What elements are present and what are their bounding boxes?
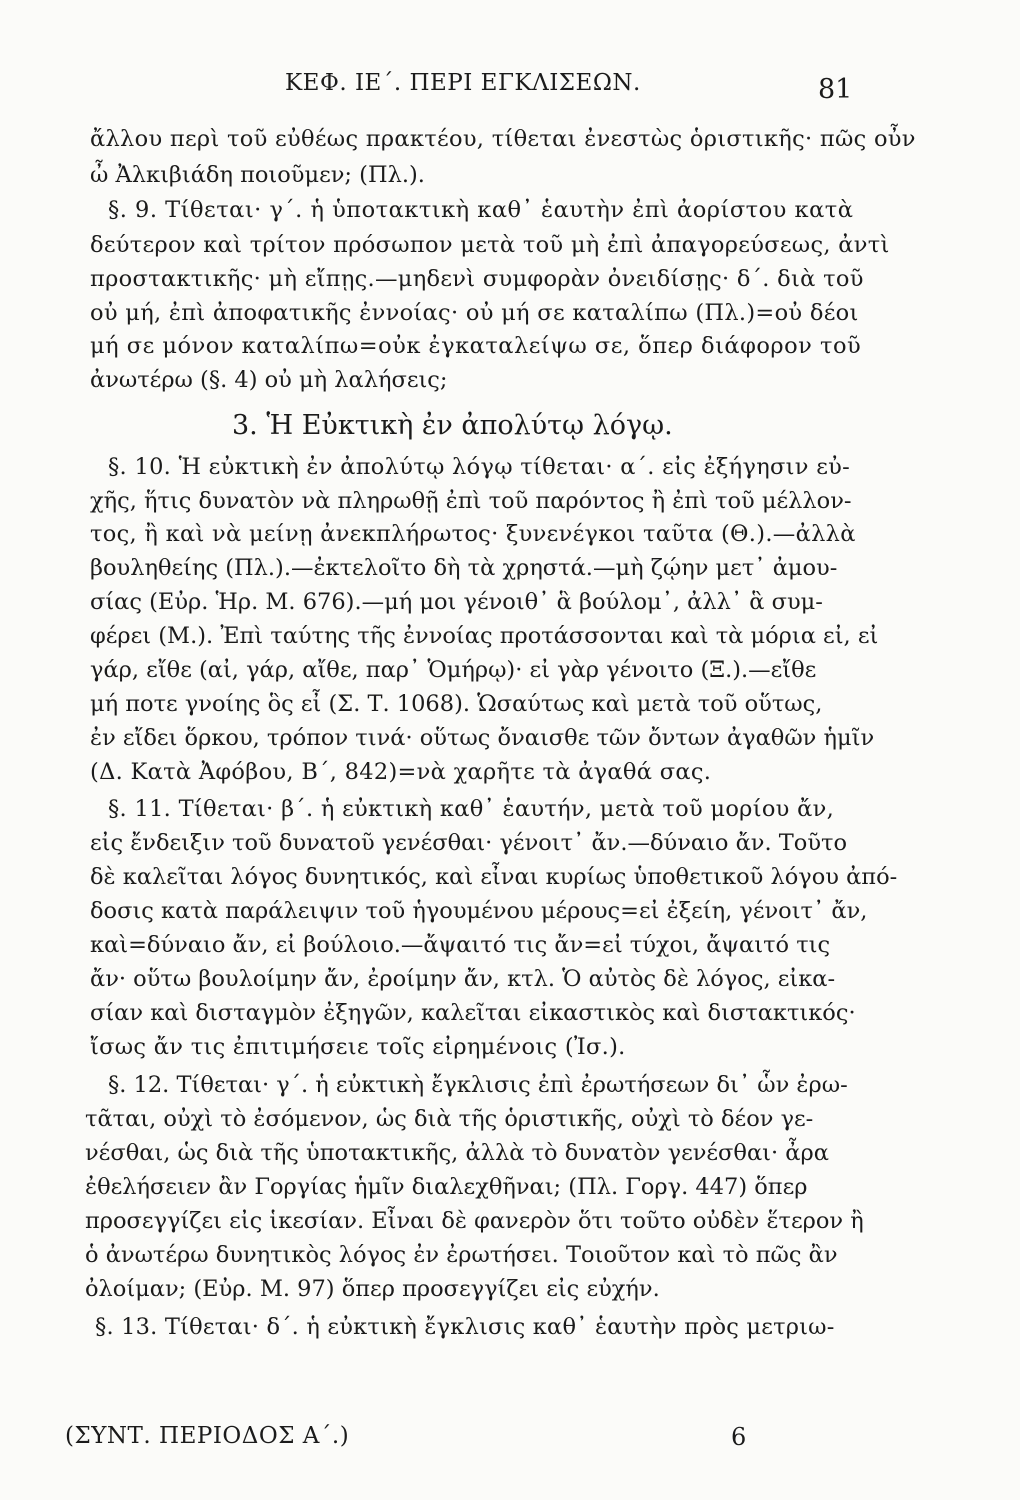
- text-line: §. 9. Τίθεται· γ΄. ἡ ὑποτακτικὴ καθ᾿ ἑαυτὴν ἐπὶ ἀορίστου κατὰ: [108, 197, 854, 223]
- text-line: τᾶται, οὐχὶ τὸ ἐσόμενον, ὡς διὰ τῆς ὁριστικῆς, οὐχὶ τὸ δέον γε-: [85, 1106, 814, 1132]
- text-line: προσεγγίζει εἰς ἱκεσίαν. Εἶναι δὲ φανερὸν ὅτι τοῦτο οὐδὲν ἕτερον ἢ: [85, 1208, 864, 1234]
- text-line: ἐν εἴδει ὅρκου, τρόπον τινά· οὕτως ὄναισθε τῶν ὄντων ἀγαθῶν ἡμῖν: [90, 725, 875, 751]
- text-line: ὀλοίμαν; (Εὐρ. Μ. 97) ὅπερ προσεγγίζει εἰς εὐχήν.: [85, 1276, 660, 1302]
- text-line: βουληθείης (Πλ.).—ἐκτελοῖτο δὴ τὰ χρηστά.—μὴ ζῴην μετ᾿ ἀμου-: [90, 555, 838, 581]
- page-number: 81: [818, 74, 853, 105]
- text-line: ὦ Ἀλκιβιάδη ποιοῦμεν; (Πλ.).: [90, 162, 425, 188]
- text-line: ἀνωτέρω (§. 4) οὐ μὴ λαλήσεις;: [90, 367, 448, 393]
- text-line: χῆς, ἥτις δυνατὸν νὰ πληρωθῇ ἐπὶ τοῦ παρόντος ἢ ἐπὶ τοῦ μέλλον-: [90, 488, 852, 514]
- text-line: ἐθελήσειεν ἂν Γοργίας ἡμῖν διαλεχθῆναι; (Πλ. Γοργ. 447) ὅπερ: [85, 1174, 808, 1200]
- text-line: §. 13. Τίθεται· δ΄. ἡ εὐκτικὴ ἔγκλισις καθ᾿ ἑαυτὴν πρὸς μετριω-: [95, 1314, 835, 1340]
- text-line: ἴσως ἄν τις ἐπιτιμήσειε τοῖς εἰρημένοις (Ἰσ.).: [90, 1034, 626, 1060]
- section-heading: 3. Ἡ Εὐκτικὴ ἐν ἀπολύτῳ λόγῳ.: [232, 410, 673, 441]
- text-line: γάρ, εἴθε (αἰ, γάρ, αἴθε, παρ᾿ Ὁμήρῳ)· εἰ γὰρ γένοιτο (Ξ.).—εἴθε: [90, 657, 817, 683]
- text-line: προστακτικῆς· μὴ εἴπῃς.—μηδενὶ συμφορὰν ὀνειδίσῃς· δ΄. διὰ τοῦ: [90, 266, 864, 292]
- text-line: νέσθαι, ὡς διὰ τῆς ὑποτακτικῆς, ἀλλὰ τὸ δυνατὸν γενέσθαι· ἆρα: [85, 1140, 829, 1166]
- text-line: φέρει (Μ.). Ἐπὶ ταύτης τῆς ἐννοίας προτάσσονται καὶ τὰ μόρια εἰ, εἰ: [90, 623, 879, 649]
- text-line: δεύτερον καὶ τρίτον πρόσωπον μετὰ τοῦ μὴ ἐπὶ ἀπαγορεύσεως, ἀντὶ: [90, 232, 890, 258]
- text-line: μή σε μόνον καταλίπω=οὐκ ἐγκαταλείψω σε, ὅπερ διάφορον τοῦ: [90, 333, 862, 359]
- text-line: ἄν· οὕτω βουλοίμην ἄν, ἐροίμην ἄν, κτλ. Ὁ αὐτὸς δὲ λόγος, εἰκα-: [90, 966, 836, 992]
- text-line: §. 10. Ἡ εὐκτικὴ ἐν ἀπολύτῳ λόγῳ τίθεται· α΄. εἰς ἐξήγησιν εὐ-: [108, 454, 851, 480]
- text-line: ὁ ἀνωτέρω δυνητικὸς λόγος ἐν ἐρωτήσει. Τοιοῦτον καὶ τὸ πῶς ἂν: [85, 1242, 838, 1268]
- text-line: δοσις κατὰ παράλειψιν τοῦ ἡγουμένου μέρους=εἰ ἐξείη, γένοιτ᾿ ἄν,: [90, 898, 868, 924]
- text-line: ἄλλου περὶ τοῦ εὐθέως πρακτέου, τίθεται ἐνεστὼς ὁριστικῆς· πῶς οὖν: [90, 126, 916, 152]
- text-line: μή ποτε γνοίης ὃς εἶ (Σ. Τ. 1068). Ὡσαύτως καὶ μετὰ τοῦ οὕτως,: [90, 691, 823, 717]
- text-line: δὲ καλεῖται λόγος δυνητικός, καὶ εἶναι κυρίως ὑποθετικοῦ λόγου ἀπό-: [90, 864, 898, 890]
- text-line: §. 12. Τίθεται· γ΄. ἡ εὐκτικὴ ἔγκλισις ἐπὶ ἐρωτήσεων δι᾿ ὧν ἐρω-: [108, 1072, 848, 1098]
- text-line: (Δ. Κατὰ Ἀφόβου, Β΄, 842)=νὰ χαρῆτε τὰ ἀγαθά σας.: [90, 759, 712, 785]
- text-line: οὐ μή, ἐπὶ ἀποφατικῆς ἐννοίας· οὐ μή σε καταλίπω (Πλ.)=οὐ δέοι: [90, 300, 859, 326]
- text-line: τος, ἢ καὶ νὰ μείνῃ ἀνεκπλήρωτος· ξυνενέγκοι ταῦτα (Θ.).—ἀλλὰ: [90, 521, 856, 547]
- text-line: σίας (Εὐρ. Ἡρ. Μ. 676).—μή μοι γένοιθ᾿ ἃ βούλομ᾿, ἀλλ᾿ ἃ συμ-: [90, 589, 823, 615]
- running-header: ΚΕΦ. ΙΕ΄. ΠΕΡΙ ΕΓΚΛΙΣΕΩΝ.: [285, 70, 641, 96]
- printer-signature: (ΣΥΝΤ. ΠΕΡΙΟΔΟΣ Α΄.): [65, 1423, 350, 1449]
- text-line: §. 11. Τίθεται· β΄. ἡ εὐκτικὴ καθ᾿ ἑαυτήν, μετὰ τοῦ μορίου ἄν,: [108, 796, 835, 822]
- text-line: σίαν καὶ δισταγμὸν ἐξηγῶν, καλεῖται εἰκαστικὸς καὶ διστακτικός·: [90, 1000, 856, 1026]
- text-line: καὶ=δύναιο ἄν, εἰ βούλοιο.—ἄψαιτό τις ἄν=εἰ τύχοι, ἄψαιτό τις: [90, 932, 831, 958]
- text-line: εἰς ἔνδειξιν τοῦ δυνατοῦ γενέσθαι· γένοιτ᾿ ἄν.—δύναιο ἄν. Τοῦτο: [90, 830, 848, 856]
- sheet-number: 6: [731, 1423, 747, 1451]
